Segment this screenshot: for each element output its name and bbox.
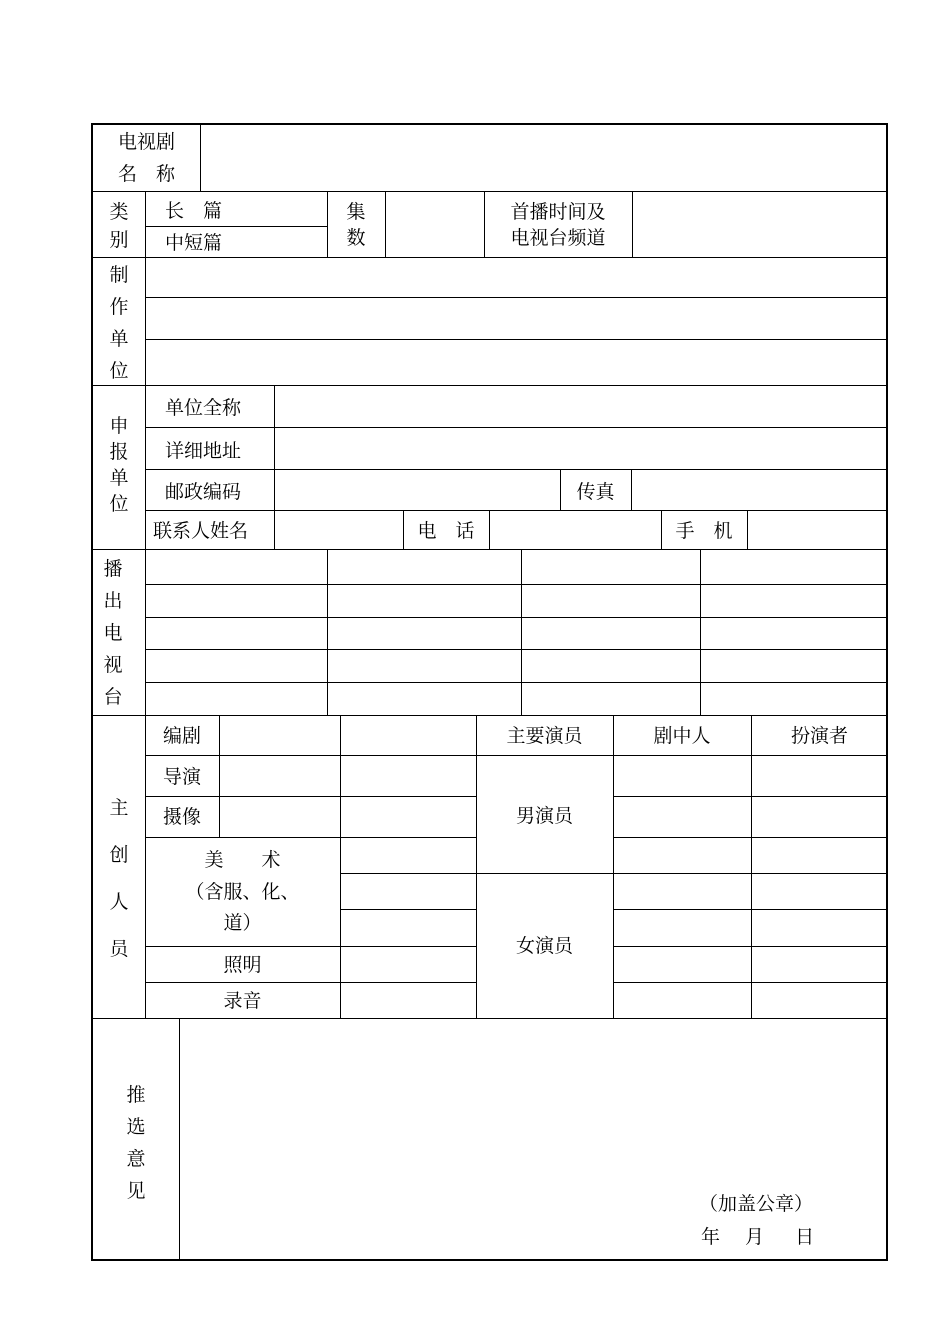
premiere-label-line1: 首播时间及	[510, 201, 606, 223]
divider	[145, 946, 476, 947]
producer-input-1[interactable]	[146, 258, 886, 297]
episodes-label-line2: 数	[346, 227, 366, 249]
episodes-input[interactable]	[386, 192, 484, 256]
full-name-input[interactable]	[275, 386, 886, 427]
broadcaster-label: 播出电视台	[103, 558, 123, 708]
divider	[476, 755, 886, 756]
divider	[613, 982, 886, 983]
category-label-line1: 类	[109, 201, 129, 223]
sound-label: 录音	[223, 990, 262, 1012]
lighting-label: 照明	[223, 954, 262, 976]
divider	[613, 837, 886, 838]
divider	[340, 873, 476, 874]
divider	[145, 649, 886, 650]
art-label-line3: 道）	[223, 912, 262, 934]
recommendation-input[interactable]	[180, 1019, 886, 1169]
director-label: 导演	[162, 766, 201, 788]
title-label-line2: 名 称	[117, 163, 175, 185]
divider	[327, 549, 328, 715]
divider	[145, 226, 327, 227]
divider	[751, 715, 752, 1018]
contact-label: 联系人姓名	[153, 520, 249, 542]
address-label: 详细地址	[165, 440, 242, 462]
seal-text: （加盖公章）	[699, 1193, 814, 1215]
camera-label: 摄像	[162, 806, 201, 828]
divider	[340, 715, 341, 1018]
title-label-line1: 电视剧	[117, 131, 175, 153]
mobile-label: 手 机	[675, 520, 733, 542]
title-input[interactable]	[202, 125, 886, 191]
divider	[93, 549, 886, 550]
postcode-input[interactable]	[275, 470, 560, 510]
fax-input[interactable]	[632, 470, 886, 510]
art-label-line1: 美 术	[204, 849, 281, 871]
phone-input[interactable]	[490, 511, 661, 549]
performer-label: 扮演者	[790, 725, 848, 747]
category-short[interactable]: 中短篇	[165, 232, 223, 254]
divider	[93, 715, 886, 716]
applicant-label: 申报单位	[109, 415, 129, 515]
divider	[613, 909, 886, 910]
divider	[340, 909, 476, 910]
divider	[145, 796, 476, 797]
producer-input-2[interactable]	[146, 298, 886, 339]
divider	[145, 385, 146, 549]
divider	[145, 617, 886, 618]
producer-input-3[interactable]	[146, 340, 886, 385]
divider	[145, 191, 146, 257]
postcode-label: 邮政编码	[165, 481, 242, 503]
premiere-label-line2: 电视台频道	[510, 227, 606, 249]
male-actor-label: 男演员	[515, 805, 573, 827]
divider	[476, 873, 886, 874]
divider	[476, 715, 477, 1018]
divider	[613, 946, 886, 947]
registration-form	[91, 123, 888, 1261]
screenwriter-label: 编剧	[162, 725, 201, 747]
creators-label: 主创人员	[109, 797, 129, 960]
divider	[613, 796, 886, 797]
female-actor-label: 女演员	[515, 935, 573, 957]
divider	[145, 682, 886, 683]
divider	[200, 125, 201, 191]
category-label-line2: 别	[109, 229, 129, 251]
phone-label: 电 话	[417, 520, 475, 542]
divider	[613, 715, 614, 1018]
producer-label: 制作单位	[109, 264, 129, 382]
fax-label: 传真	[576, 481, 615, 503]
divider	[145, 584, 886, 585]
lead-actors-label: 主要演员	[506, 725, 583, 747]
address-input[interactable]	[275, 428, 886, 469]
role-label: 剧中人	[653, 725, 711, 747]
divider	[700, 549, 701, 715]
date-text: 年 月 日	[701, 1226, 815, 1248]
mobile-input[interactable]	[748, 511, 886, 549]
divider	[521, 549, 522, 715]
premiere-input[interactable]	[633, 192, 886, 256]
divider	[145, 837, 476, 838]
full-name-label: 单位全称	[165, 397, 242, 419]
divider	[145, 549, 146, 715]
divider	[145, 982, 476, 983]
divider	[145, 755, 476, 756]
contact-input[interactable]	[275, 511, 403, 549]
divider	[219, 715, 220, 837]
category-long[interactable]: 长 篇	[165, 200, 223, 222]
recommendation-label: 推选意见	[126, 1084, 146, 1202]
art-label-line2: （含服、化、	[185, 881, 300, 903]
episodes-label-line1: 集	[346, 201, 366, 223]
